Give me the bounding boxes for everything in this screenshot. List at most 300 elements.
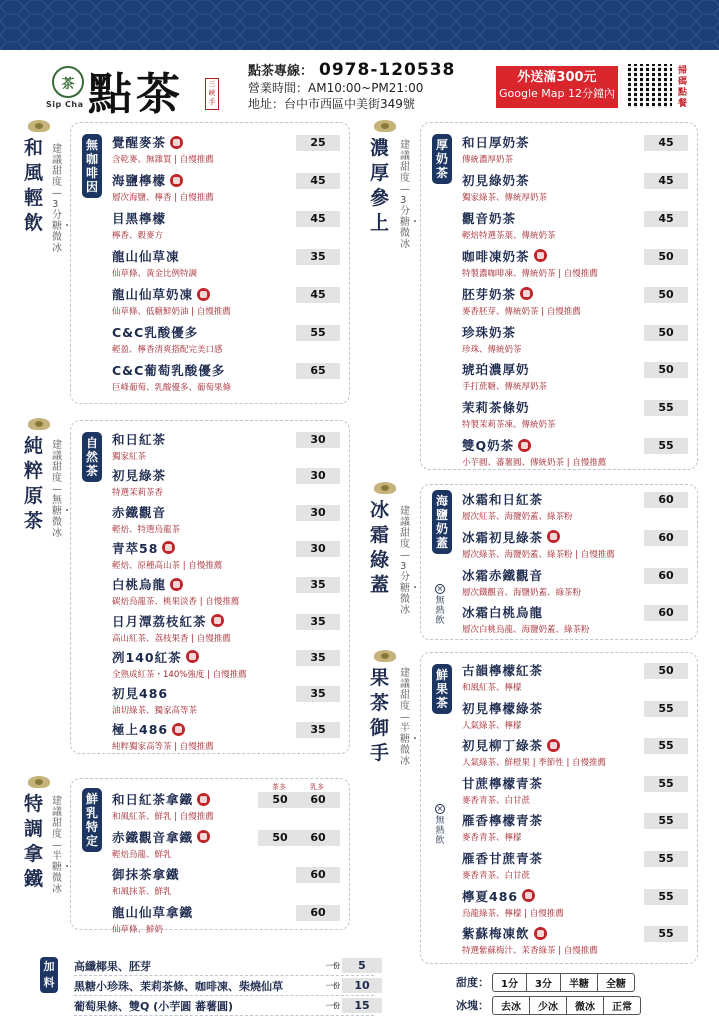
menu-item[interactable]: [462, 774, 543, 812]
item-name: [462, 849, 543, 867]
item-name-text: 赤鐵觀音拿鐵: [112, 829, 194, 845]
header-pattern-band: [0, 0, 719, 50]
item-name-text: 雁香甘蔗青茶: [462, 851, 544, 866]
sugar-choice[interactable]: 半糖: [561, 974, 598, 991]
menu-item[interactable]: [112, 828, 210, 866]
item-name-text: 胚芽奶茶: [462, 286, 517, 302]
item-description: 碳焙烏龍茶、桃果淡香 | 自慢推薦: [112, 597, 240, 608]
hot-available-icon: [197, 830, 210, 843]
item-name: [462, 360, 547, 378]
no-hot-icon: ×: [436, 804, 444, 813]
item-description: 傳統濃厚奶茶: [462, 155, 514, 165]
item-name-text: C&C葡萄乳酸優多: [112, 363, 226, 378]
tea-leaf-icon: [28, 120, 50, 132]
section-tag: 厚奶茶: [432, 134, 452, 184]
hot-available-icon: [172, 723, 185, 736]
item-name-text: 初見綠茶: [112, 468, 167, 484]
addon-divider: [74, 975, 374, 976]
item-name: [112, 209, 166, 227]
menu-item[interactable]: [112, 684, 197, 722]
item-name: [462, 490, 573, 508]
sugar-choice[interactable]: 3分: [527, 974, 561, 991]
tea-leaf-icon: [374, 482, 396, 494]
addon-unit: 一份: [326, 982, 340, 990]
item-name-text: 冽140紅茶: [112, 649, 182, 665]
item-name: [462, 924, 598, 942]
item-name: [112, 247, 197, 265]
no-hot-label: 無熱飲: [435, 596, 445, 626]
addon-tag: 加料: [40, 957, 58, 993]
menu-item[interactable]: [112, 247, 197, 285]
address: 地址：台中市西區中美街349號: [248, 97, 415, 111]
item-name-text: 和日紅茶拿鐵: [112, 792, 194, 807]
price-column-header: 茶多: [272, 783, 286, 791]
hot-available-icon: [197, 288, 210, 301]
menu-item[interactable]: [462, 171, 547, 209]
brand-name: 點茶: [88, 69, 184, 120]
menu-item[interactable]: [462, 661, 543, 699]
item-description: 麥香胚芽、傳統奶茶 | 自慢推薦: [462, 306, 581, 317]
item-price: 45: [296, 287, 340, 303]
menu-item[interactable]: [112, 323, 223, 361]
item-description: 珍珠、傳統奶茶: [462, 344, 522, 355]
item-name-text: 珍珠奶茶: [462, 324, 517, 340]
sweetness-note: 建議甜度—3分糖・微冰: [400, 140, 420, 250]
item-price: 50: [644, 287, 688, 303]
item-name: [462, 436, 606, 454]
item-name-text: 青萃58: [112, 540, 159, 556]
item-price: 60: [644, 492, 688, 508]
item-description: 仙草條、鮮奶: [112, 924, 164, 935]
item-name: [462, 398, 556, 416]
menu-item[interactable]: [112, 503, 180, 541]
item-description: 人氣綠茶、檸檬: [462, 720, 522, 731]
item-price: 45: [296, 173, 340, 189]
menu-item[interactable]: [112, 285, 231, 323]
menu-item[interactable]: [462, 398, 556, 436]
sugar-choice[interactable]: 全糖: [605, 978, 626, 990]
menu-item[interactable]: [112, 361, 231, 399]
menu-item[interactable]: [112, 466, 166, 504]
item-price: 55: [296, 325, 340, 341]
item-name: [462, 171, 547, 189]
menu-item[interactable]: [462, 924, 598, 962]
item-name: [112, 790, 214, 808]
item-name-text: 初見柳丁綠茶: [462, 738, 544, 754]
menu-item[interactable]: [462, 247, 598, 285]
item-description: 層次海鹽、檸香 | 自慢推薦: [112, 193, 214, 203]
item-description: 高山紅茶、荔枝果香 | 自慢推薦: [112, 633, 231, 644]
item-description: 特製茉莉茶凍、傳統奶茶: [462, 420, 556, 431]
item-price: 35: [296, 577, 340, 593]
item-name: [112, 575, 239, 593]
menu-item[interactable]: [112, 575, 239, 613]
hot-available-icon: [534, 249, 547, 262]
item-name-text: 檸夏486: [462, 888, 519, 904]
item-price: 45: [644, 135, 688, 151]
hot-available-icon: [186, 650, 199, 663]
item-description: 特製濃咖啡凍、傳統奶茶 | 自慢推薦: [462, 268, 598, 279]
ice-choices: [492, 996, 641, 1015]
hot-available-icon: [211, 614, 224, 627]
item-name-text: 御抹茶拿鐵: [112, 867, 180, 883]
item-name: [112, 323, 223, 341]
item-price: 35: [296, 650, 340, 666]
menu-item[interactable]: [462, 887, 564, 925]
menu-item[interactable]: [112, 720, 214, 758]
category-name: 和風輕飲: [24, 137, 44, 234]
phone-number[interactable]: 0978-120538: [319, 60, 456, 80]
item-price: 30: [296, 505, 340, 521]
menu-item[interactable]: [112, 790, 214, 828]
addon-unit: 一份: [326, 1002, 340, 1010]
tea-leaf-icon: [28, 418, 50, 430]
item-name: [112, 361, 231, 379]
item-price: 45: [644, 173, 688, 189]
item-name-text: 冰霜赤鐵觀音: [462, 567, 544, 583]
item-name-text: 赤鐵觀音: [112, 504, 167, 520]
hot-available-icon: [170, 174, 183, 187]
ice-choice[interactable]: 去冰: [493, 997, 530, 1014]
menu-item[interactable]: [462, 436, 606, 474]
item-price: 30: [296, 432, 340, 448]
addon-item[interactable]: [74, 998, 384, 1014]
item-price-large: 60: [296, 792, 340, 808]
item-name-text: 雙Q奶茶: [462, 438, 515, 454]
item-name-text: 海鹽檸檬: [112, 173, 167, 188]
delivery-range: Google Map 12分鐘內: [499, 87, 615, 100]
contact-info: [248, 62, 455, 112]
no-hot-drinks-note: [434, 804, 446, 846]
menu-item[interactable]: [112, 430, 166, 468]
category-heading: [24, 120, 50, 236]
item-description: 麥香青茶、白甘蔗: [462, 795, 531, 806]
sugar-options: [456, 973, 635, 991]
item-name: [462, 247, 598, 265]
item-name-text: 龍山仙草奶凍: [112, 287, 194, 302]
hot-available-icon: [518, 439, 531, 452]
item-price: 60: [644, 530, 688, 546]
item-price: 55: [644, 701, 688, 717]
item-price: 50: [258, 792, 302, 808]
menu-item[interactable]: [462, 133, 530, 171]
no-hot-drinks-note: [434, 584, 446, 626]
item-description: 輕盈、檸香清爽搭配完美口感: [112, 345, 223, 355]
item-description: 巨峰葡萄、乳酸優多、葡萄果條: [112, 383, 232, 393]
hot-available-icon: [170, 136, 183, 149]
hot-available-icon: [170, 578, 183, 591]
ice-choice[interactable]: 少冰: [530, 997, 567, 1014]
hot-available-icon: [547, 739, 560, 752]
item-description: 層次鐵觀音、海鹽奶蓋、綠茶粉: [462, 587, 582, 598]
item-description: 輕焙、原種高山茶 | 自慢推薦: [112, 560, 223, 571]
item-description: 仙草條、黃金比例特調: [112, 269, 198, 279]
item-description: 層次綠茶、海鹽奶蓋、綠茶粉 | 自慢推薦: [462, 549, 615, 560]
addon-item[interactable]: [74, 978, 384, 994]
menu-item[interactable]: [112, 209, 166, 247]
item-price: 50: [644, 325, 688, 341]
item-name-text: 極上486: [112, 722, 169, 738]
item-name-text: 雁香檸檬青茶: [462, 813, 544, 829]
hot-available-icon: [534, 927, 547, 940]
business-hours: 營業時間：AM10:00~PM21:00: [248, 81, 424, 95]
item-description: 和風紅茶、檸檬: [462, 683, 522, 693]
sugar-choices: [492, 973, 635, 992]
item-price: 50: [258, 830, 302, 846]
item-name-text: 白桃烏龍: [112, 577, 167, 593]
item-name: [112, 133, 214, 151]
item-name: [112, 648, 247, 666]
menu-item[interactable]: [462, 285, 581, 323]
item-name: [462, 566, 581, 584]
item-name: [462, 774, 543, 792]
item-name-text: 龍山仙草拿鐵: [112, 904, 194, 920]
item-name-text: 冰霜和日紅茶: [462, 492, 544, 507]
addon-divider: [74, 995, 374, 996]
section-tag: 鮮乳特定: [82, 788, 102, 852]
item-description: 特選紫蘇梅汁、茉香綠茶 | 自慢推薦: [462, 946, 598, 957]
item-name: [462, 528, 615, 546]
item-name: [462, 661, 543, 679]
menu-item[interactable]: [112, 133, 214, 171]
item-name: [462, 285, 581, 303]
item-description: 獨家綠茶、傳統厚奶茶: [462, 192, 548, 203]
item-name: [112, 466, 166, 484]
category-heading: [24, 776, 50, 892]
item-name: [112, 684, 197, 702]
item-description: 烏龍綠茶、檸檬 | 自慢推薦: [462, 908, 564, 919]
item-name: [462, 323, 522, 341]
category-heading: [370, 482, 396, 598]
menu-item[interactable]: [462, 323, 522, 361]
sweetness-note: 建議甜度—3分糖・微冰: [52, 144, 72, 254]
sweetness-note: 建議甜度—3分糖・微冰: [400, 506, 420, 616]
item-name: [462, 887, 564, 905]
category-heading: [24, 418, 50, 534]
sweetness-note: 建議甜度—半糖・微冰: [52, 796, 72, 895]
menu-item[interactable]: [112, 865, 180, 903]
item-description: 仙草條、低糖鮮奶油 | 自慢推薦: [112, 307, 231, 317]
menu-item[interactable]: [112, 648, 247, 686]
item-price: 55: [644, 926, 688, 942]
item-name: [112, 612, 231, 630]
item-description: 麥香青茶、白甘蔗: [462, 871, 531, 881]
sugar-label: 甜度：: [456, 976, 489, 989]
item-description: 檸香、穀麥方: [112, 231, 164, 241]
item-name: [112, 828, 210, 846]
tea-leaf-icon: [374, 650, 396, 662]
item-price: 55: [644, 438, 688, 454]
addon-price: 15: [342, 998, 382, 1013]
item-name-text: C&C乳酸優多: [112, 325, 199, 340]
section-tag: 海鹽奶蓋: [432, 490, 452, 554]
menu-item[interactable]: [462, 209, 556, 247]
item-name-text: 目黑檸檬: [112, 211, 167, 226]
item-price: 55: [644, 889, 688, 905]
menu-item[interactable]: [462, 566, 581, 604]
item-price: 45: [296, 211, 340, 227]
item-name: [462, 603, 590, 621]
item-price: 35: [296, 686, 340, 702]
item-name-text: 初見檸檬綠茶: [462, 700, 544, 716]
item-price: 55: [644, 400, 688, 416]
item-price: 50: [644, 249, 688, 265]
sweetness-note: 建議甜度—無糖・微冰: [52, 440, 72, 539]
item-price: 45: [644, 211, 688, 227]
item-name-text: 觀音奶茶: [462, 210, 517, 226]
menu-item[interactable]: [112, 903, 193, 941]
item-name-text: 冰霜初見綠茶: [462, 529, 544, 545]
hot-available-icon: [162, 541, 175, 554]
item-name: [462, 133, 530, 151]
item-price: 35: [296, 722, 340, 738]
item-name-text: 甘蔗檸檬青茶: [462, 775, 544, 791]
item-name: [462, 699, 543, 717]
menu-item[interactable]: [462, 528, 615, 566]
item-description: 輕焙、特選烏龍茶: [112, 524, 181, 535]
item-name-text: 和日厚奶茶: [462, 135, 530, 150]
menu-item[interactable]: [462, 603, 590, 641]
item-name-text: 初見綠奶茶: [462, 172, 530, 188]
addon-name: 黑糖小珍珠、茉莉茶條、咖啡凍、柴燒仙草: [74, 980, 283, 993]
addon-divider: [74, 1015, 374, 1016]
item-description: 輕焙烏龍、鮮乳: [112, 849, 172, 860]
ice-options: [456, 996, 641, 1014]
sweetness-note: 建議甜度—半糖・微冰: [400, 668, 420, 767]
hot-available-icon: [547, 530, 560, 543]
item-description: 手打蔗糖、傳統厚奶茶: [462, 382, 548, 393]
no-hot-label: 無熱飲: [435, 816, 445, 846]
category-name: 特調拿鐵: [24, 793, 44, 890]
item-price: 55: [644, 776, 688, 792]
item-price: 35: [296, 249, 340, 265]
phone-label: 點茶專線：: [248, 64, 314, 79]
item-price: 55: [644, 851, 688, 867]
addon-price: 10: [342, 978, 382, 993]
menu-item[interactable]: [462, 811, 543, 849]
section-tag: 無咖啡因: [82, 134, 102, 198]
item-price: 50: [644, 663, 688, 679]
price-column-header: 乳多: [310, 783, 324, 791]
sugar-choice[interactable]: 1分: [493, 974, 527, 991]
item-name-text: 初見486: [112, 686, 169, 702]
item-price: 55: [644, 738, 688, 754]
pattern-decoration: [0, 0, 719, 50]
item-name: [112, 285, 231, 303]
item-price: 50: [644, 362, 688, 378]
item-price: 30: [296, 468, 340, 484]
tea-leaf-icon: [28, 776, 50, 788]
delivery-minimum: 外送滿300元: [517, 70, 597, 85]
item-price: 30: [296, 541, 340, 557]
category-name: 果茶御手: [370, 667, 390, 764]
item-price: 60: [644, 568, 688, 584]
menu-item[interactable]: [462, 360, 547, 398]
ice-label: 冰塊：: [456, 999, 489, 1012]
item-price: 55: [644, 813, 688, 829]
item-description: 麥香青茶、檸檬: [462, 833, 522, 844]
category-heading: [370, 120, 396, 236]
item-price: 65: [296, 363, 340, 379]
menu-item[interactable]: [112, 171, 214, 209]
item-name: [112, 539, 222, 557]
item-price: 35: [296, 614, 340, 630]
delivery-banner[interactable]: [496, 66, 618, 108]
item-name: [112, 865, 180, 883]
category-heading: [370, 650, 396, 766]
item-description: 和風抹茶、鮮乳: [112, 887, 172, 898]
item-name-text: 覺醒麥茶: [112, 135, 167, 150]
addon-price: 5: [342, 958, 382, 973]
brand-seal: 三峽手: [205, 78, 219, 110]
item-description: 層次紅茶、海鹽奶蓋、綠茶粉: [462, 512, 573, 522]
ice-choice[interactable]: 微冰: [567, 997, 604, 1014]
item-name: [462, 811, 543, 829]
addon-name: 葡萄果條、雙Q (小芋圓 蕃薯圓): [74, 1000, 234, 1013]
category-name: 純粹原茶: [24, 435, 44, 532]
section-tag: 自然茶: [82, 432, 102, 482]
hot-available-icon: [522, 889, 535, 902]
menu-item[interactable]: [112, 539, 222, 577]
ice-choice[interactable]: 正常: [612, 1001, 632, 1013]
menu-item[interactable]: [462, 736, 606, 774]
item-name-text: 茉莉茶條奶: [462, 400, 530, 416]
item-name-text: 和日紅茶: [112, 432, 167, 447]
item-description: 全熟成紅茶・140%強度 | 自慢推薦: [112, 669, 247, 680]
item-price: 25: [296, 135, 340, 151]
hot-available-icon: [520, 287, 533, 300]
menu-item[interactable]: [112, 612, 231, 650]
item-description: 純粹獨家高等茶 | 自慢推薦: [112, 742, 214, 753]
no-hot-icon: ×: [436, 584, 444, 593]
addon-name: 高纖椰果、胚芽: [74, 960, 151, 973]
item-description: 小芋圓、蕃薯圓、傳統奶茶 | 自慢推薦: [462, 458, 607, 469]
item-name-text: 紫蘇梅凍飲: [462, 926, 530, 942]
item-description: 層次白桃烏龍、海鹽奶蓋、綠茶粉: [462, 625, 590, 636]
item-name: [462, 209, 556, 227]
item-description: 和風紅茶、鮮乳 | 自慢推薦: [112, 812, 214, 822]
item-price: 60: [296, 905, 340, 921]
item-name: [112, 720, 214, 738]
menu-item[interactable]: [462, 699, 543, 737]
item-name-text: 古韻檸檬紅茶: [462, 663, 544, 678]
addon-item[interactable]: [74, 958, 384, 974]
item-name-text: 咖啡凍奶茶: [462, 248, 530, 264]
item-description: 油切綠茶、獨家高等茶: [112, 706, 198, 717]
item-description: 人氣綠茶、鮮橙果 | 季節性 | 自慢推薦: [462, 758, 607, 769]
menu-item[interactable]: [462, 849, 543, 887]
hot-available-icon: [197, 793, 210, 806]
item-description: 獨家紅茶: [112, 452, 147, 462]
brand-logo-icon: 茶: [52, 66, 84, 98]
item-name-text: 日月潭荔枝紅茶: [112, 613, 207, 629]
section-tag: 鮮果茶: [432, 664, 452, 714]
tea-leaf-icon: [374, 120, 396, 132]
item-name: [112, 430, 166, 448]
item-name: [112, 171, 214, 189]
item-description: 特選茉莉茶香: [112, 488, 164, 499]
item-price-large: 60: [296, 830, 340, 846]
item-price: 60: [296, 867, 340, 883]
item-name-text: 琥珀濃厚奶: [462, 362, 530, 378]
qr-label: 掃碼點餐: [678, 66, 688, 109]
menu-item[interactable]: [462, 490, 573, 528]
qr-code-icon[interactable]: [628, 64, 672, 108]
item-name: [112, 503, 180, 521]
item-description: 輕焙特選茶葉、傳統奶茶: [462, 230, 556, 241]
brand-subtitle: Sip Cha: [46, 100, 84, 109]
item-name: [112, 903, 193, 921]
